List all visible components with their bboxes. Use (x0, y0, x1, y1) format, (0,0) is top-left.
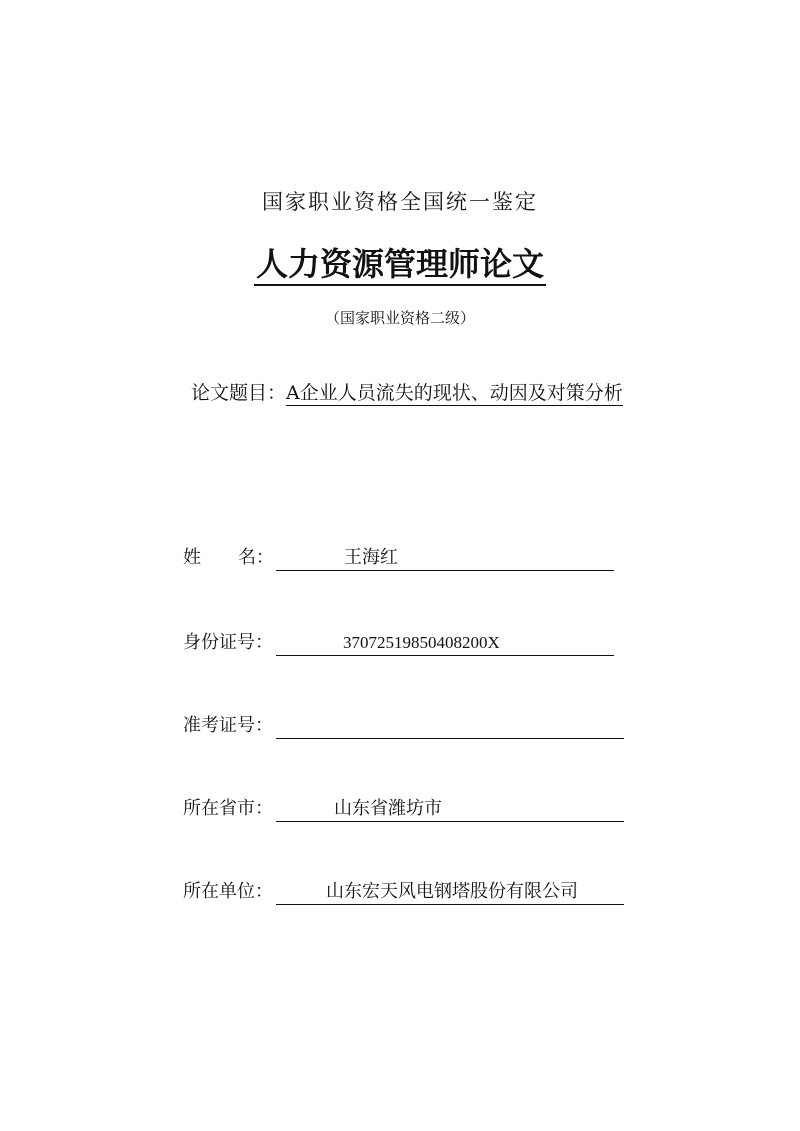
id-number-value: 37072519850408200X (343, 633, 500, 652)
name-label-left: 姓 (183, 547, 201, 568)
province-city-line (276, 797, 624, 822)
name-label-right: 名： (238, 547, 274, 568)
id-number-field (183, 631, 623, 655)
organization-value: 山东宏天风电钢塔股份有限公司 (326, 881, 578, 902)
name-field (183, 546, 623, 570)
thesis-topic-label: 论文题目： (191, 382, 287, 404)
province-city-value: 山东省潍坊市 (334, 798, 442, 819)
id-number-label: 身份证号： (183, 632, 273, 653)
thesis-topic (191, 378, 623, 405)
qualification-level: （国家职业资格二级） (324, 309, 475, 327)
name-line (276, 546, 614, 571)
name-value: 王海红 (344, 547, 398, 568)
thesis-topic-value: A企业人员流失的现状、动因及对策分析 (286, 382, 623, 404)
organization-field (183, 880, 633, 904)
province-city-label: 所在省市： (183, 798, 273, 819)
organization-label: 所在单位： (183, 881, 273, 902)
thesis-title-text: 人力资源管理师论文 (254, 244, 546, 286)
organization-line (276, 880, 624, 905)
exam-number-line (276, 714, 624, 739)
id-number-line (276, 631, 614, 656)
province-city-field (183, 797, 633, 821)
exam-number-field (183, 714, 633, 738)
thesis-title (0, 244, 800, 286)
exam-number-label: 准考证号： (183, 715, 273, 736)
exam-header: 国家职业资格全国统一鉴定 (262, 190, 538, 214)
